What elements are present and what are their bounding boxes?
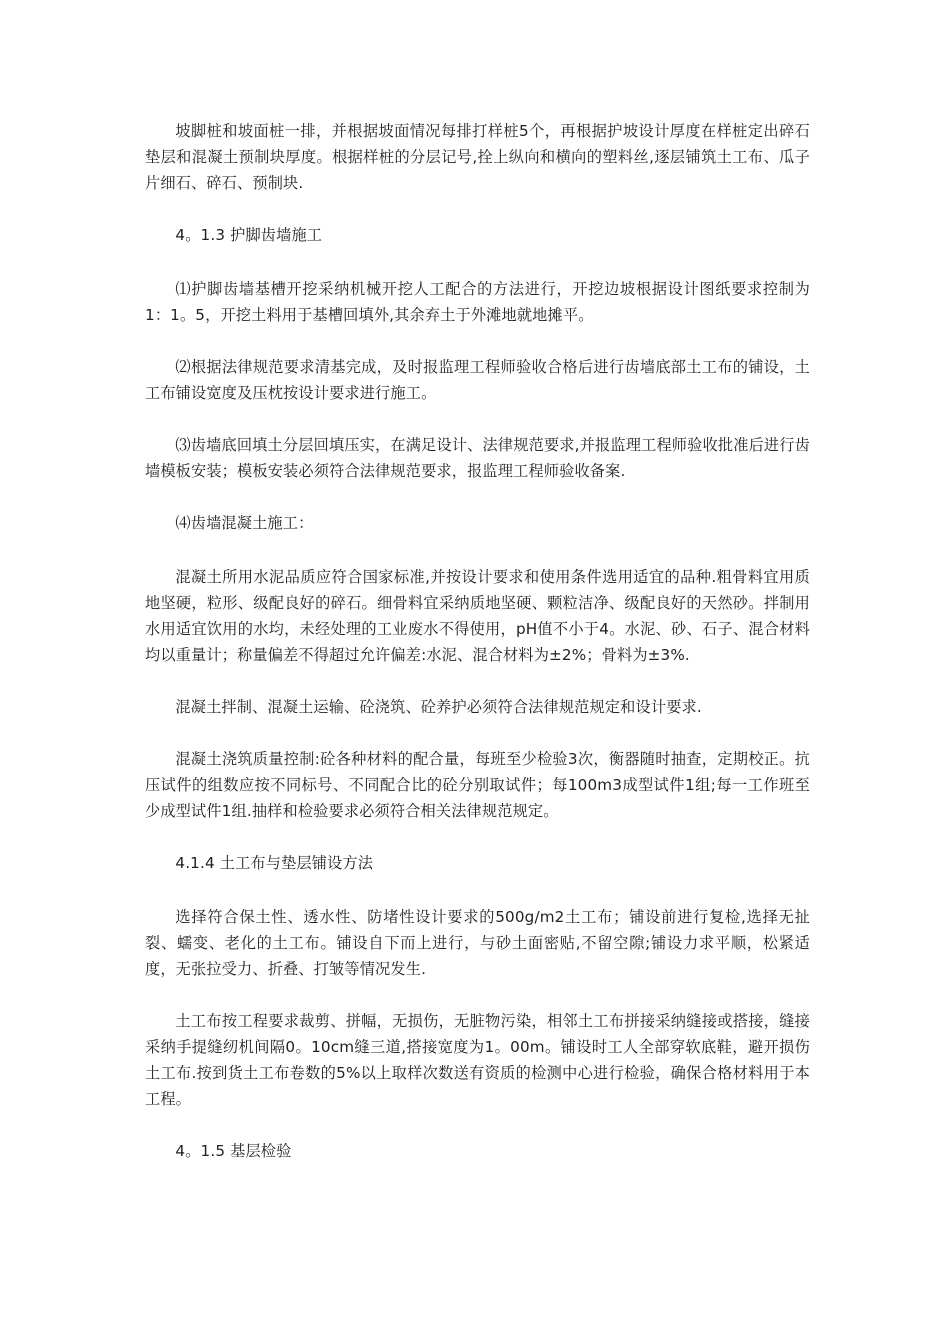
section-heading-4-1-5: 4。1.5 基层检验 — [175, 1142, 292, 1160]
paragraph-concrete-process: 混凝土拌制、混凝土运输、砼浇筑、砼养护必须符合法律规范规定和设计要求. — [175, 698, 702, 716]
paragraph-item-3: ⑶齿墙底回填土分层回填压实，在满足设计、法律规范要求,并报监理工程师验收批准后进行齿墙模板安装；模板安装必须符合法律规范要求，报监理工程师验收备案. — [145, 436, 810, 480]
paragraph-item-1: ⑴护脚齿墙基槽开挖采纳机械开挖人工配合的方法进行，开挖边坡根据设计图纸要求控制为1：1。5，开挖土料用于基槽回填外,其余弃土于外滩地就地摊平。 — [145, 280, 810, 324]
paragraph-slope-stakes: 坡脚桩和坡面桩一排，并根据坡面情况每排打样桩5个，再根据护坡设计厚度在样桩定出碎石垫层和混凝土预制块厚度。根据样桩的分层记号,拴上纵向和横向的塑料丝,逐层铺筑土工布、瓜子片细石、碎石、预制块. — [145, 122, 810, 192]
paragraph-item-4: ⑷齿墙混凝土施工： — [175, 514, 314, 532]
paragraph-quality-control: 混凝土浇筑质量控制:砼各种材料的配合量，每班至少检验3次，衡器随时抽查，定期校正。抗压试件的组数应按不同标号、不同配合比的砼分别取试件；每100m3成型试件1组;每一工作班至少成型试件1组.抽样和检验要求必须符合相关法律规范规定。 — [145, 750, 810, 820]
section-heading-4-1-4: 4.1.4 土工布与垫层铺设方法 — [175, 854, 374, 872]
paragraph-geotextile-selection: 选择符合保土性、透水性、防堵性设计要求的500g/m2土工布；铺设前进行复检,选择无扯裂、蠕变、老化的土工布。铺设自下而上进行，与砂土面密贴,不留空隙;铺设力求平顺，松紧适度，无张拉受力、折叠、打皱等情况发生. — [145, 908, 810, 978]
section-heading-4-1-3: 4。1.3 护脚齿墙施工 — [175, 226, 323, 244]
paragraph-geotextile-cutting: 土工布按工程要求裁剪、拼幅，无损伤，无脏物污染，相邻土工布拼接采纳缝接或搭接，缝接采纳手提缝纫机间隔0。10cm缝三道,搭接宽度为1。00m。铺设时工人全部穿软底鞋，避开损伤土工布.按到货土工布卷数的5%以上取样次数送有资质的检测中心进行检验，确保合格材料用于本工程。 — [145, 1012, 810, 1108]
document-page — [145, 118, 810, 1192]
paragraph-item-2: ⑵根据法律规范要求清基完成，及时报监理工程师验收合格后进行齿墙底部土工布的铺设，土工布铺设宽度及压枕按设计要求进行施工。 — [145, 358, 810, 402]
paragraph-concrete-materials: 混凝土所用水泥品质应符合国家标准,并按设计要求和使用条件选用适宜的品种.粗骨料宜用质地坚硬，粒形、级配良好的碎石。细骨料宜采纳质地坚硬、颗粒洁净、级配良好的天然砂。拌制用水用适宜饮用的水均，未经处理的工业废水不得使用，pH值不小于4。水泥、砂、石子、混合材料均以重量计；称量偏差不得超过允许偏差:水泥、混合材料为±2%；骨料为±3%. — [145, 568, 810, 664]
